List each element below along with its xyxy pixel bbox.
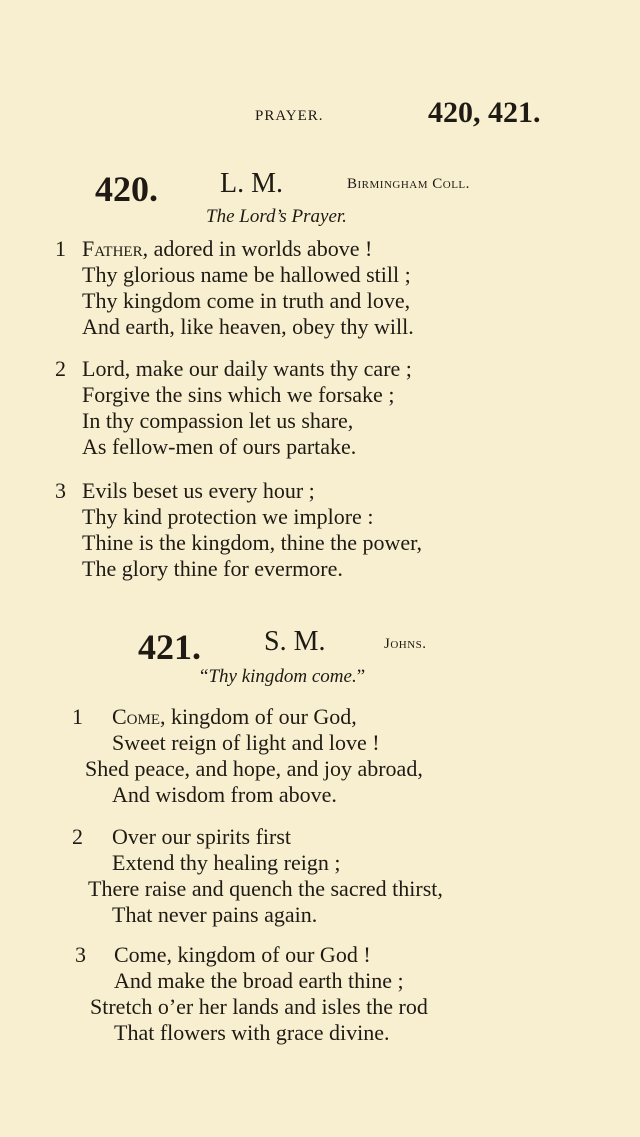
running-head-numbers: 420, 421. bbox=[428, 96, 541, 129]
verse-number: 3 bbox=[75, 942, 86, 967]
verse-line: There raise and quench the sacred thirst, bbox=[88, 876, 443, 901]
verse-line: Sweet reign of light and love ! bbox=[112, 730, 380, 755]
verse-line: In thy compassion let us share, bbox=[82, 408, 354, 433]
verse-line: The glory thine for evermore. bbox=[82, 556, 343, 581]
verse-line: And make the broad earth thine ; bbox=[114, 968, 404, 993]
first-word: Father, bbox=[82, 236, 149, 261]
verse-line: Stretch o’er her lands and isles the rod bbox=[90, 994, 428, 1019]
subtitle-close-quote: ” bbox=[356, 666, 366, 687]
hymn-420-number: 420. bbox=[95, 169, 158, 209]
line-rest: kingdom of our God, bbox=[165, 704, 357, 729]
first-word: Come, bbox=[112, 704, 166, 729]
verse-line: Thine is the kingdom, thine the power, bbox=[82, 530, 423, 555]
running-head-section: PRAYER. bbox=[255, 108, 324, 124]
verse-number: 2 bbox=[55, 356, 66, 381]
line-rest: adored in worlds above ! bbox=[148, 236, 373, 261]
verse-number: 1 bbox=[72, 704, 83, 729]
verse-line: Thy kind protection we implore : bbox=[82, 504, 374, 529]
verse-line: Forgive the sins which we forsake ; bbox=[82, 382, 395, 407]
hymn-420-tune: Birmingham Coll. bbox=[347, 176, 470, 192]
hymn-420-meter: L. M. bbox=[220, 168, 283, 199]
hymn-421-tune: Johns. bbox=[384, 636, 427, 652]
verse-line: Thy glorious name be hallowed still ; bbox=[82, 262, 411, 287]
verse-line bbox=[82, 236, 372, 262]
verse-line: Thy kingdom come in truth and love, bbox=[82, 288, 411, 313]
verse-line: And earth, like heaven, obey thy will. bbox=[82, 314, 414, 339]
hymn-421-number: 421. bbox=[138, 627, 201, 667]
verse-line: Lord, make our daily wants thy care ; bbox=[82, 356, 412, 381]
verse-line: Evils beset us every hour ; bbox=[82, 478, 315, 503]
hymn-420-subtitle: The Lord’s Prayer. bbox=[206, 206, 347, 227]
verse-line: Over our spirits first bbox=[112, 824, 292, 849]
verse-line: And wisdom from above. bbox=[112, 782, 337, 807]
verse-line: Come, kingdom of our God ! bbox=[114, 942, 371, 967]
verse-line: That flowers with grace divine. bbox=[114, 1020, 390, 1045]
verse-number: 2 bbox=[72, 824, 83, 849]
subtitle-text: Thy kingdom come. bbox=[208, 666, 357, 687]
verse-line: That never pains again. bbox=[112, 902, 318, 927]
verse-number: 1 bbox=[55, 236, 66, 261]
hymn-421-meter: S. M. bbox=[264, 626, 326, 657]
subtitle-open-quote: “ bbox=[200, 666, 209, 687]
verse-line: Shed peace, and hope, and joy abroad, bbox=[85, 756, 423, 781]
verse-line: As fellow-men of ours partake. bbox=[82, 434, 357, 459]
verse-line bbox=[112, 704, 357, 730]
hymn-421-subtitle bbox=[200, 666, 365, 688]
verse-number: 3 bbox=[55, 478, 66, 503]
verse-line: Extend thy healing reign ; bbox=[112, 850, 341, 875]
